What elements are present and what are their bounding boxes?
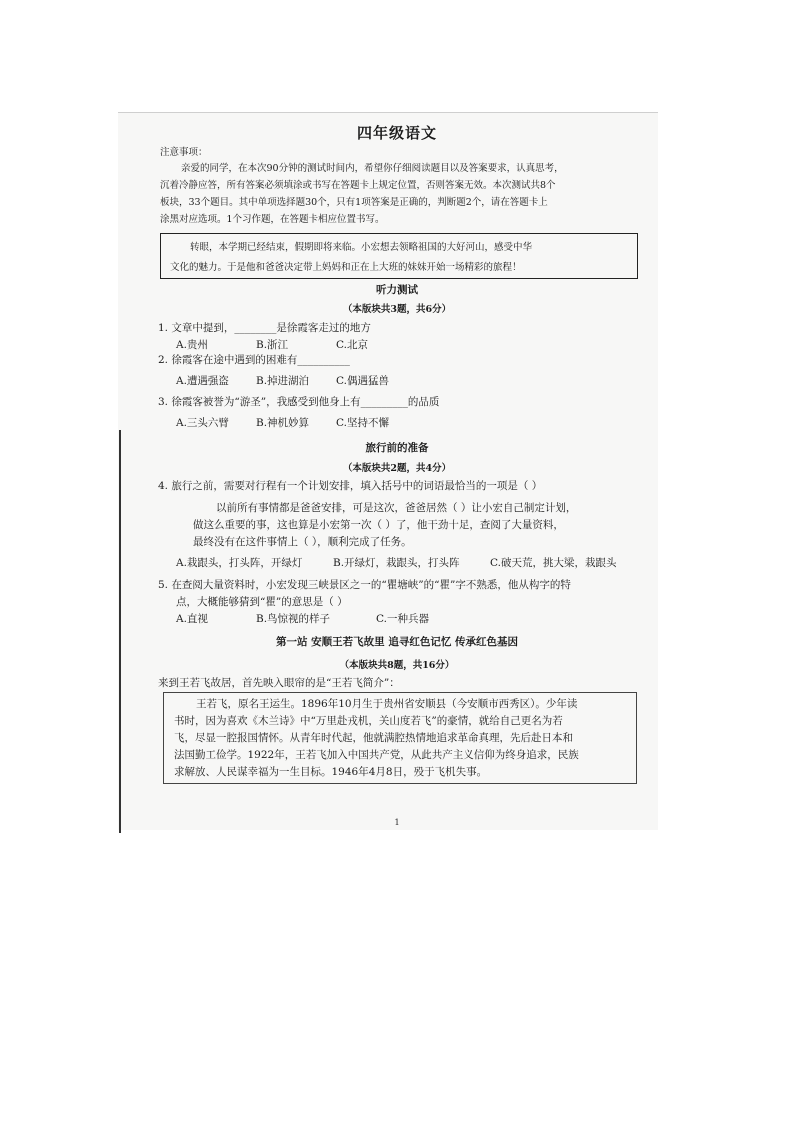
biography-line: 法国勤工俭学。1922年，王若飞加入中国共产党，从此共产主义信仰为终身追求，民族 [174, 749, 579, 761]
intro-line: 文化的魅力。于是他和爸爸决定带上妈妈和正在上大班的妹妹开始一场精彩的旅程！ [170, 262, 522, 273]
question-3-option-a: A.三头六臂 [176, 417, 229, 429]
question-5-stem-line: 5. 在查阅大量资料时，小宏发现三峡景区之一的“瞿塘峡”的“瞿”字不熟悉，他从构字的特 [158, 579, 571, 591]
question-3-option-c: C.坚持不懈 [336, 417, 389, 429]
section-score: （本版块共2题，共4分） [342, 463, 452, 474]
section-heading-preparation: 旅行前的准备 [365, 442, 429, 454]
question-5-option-a: A.直视 [176, 613, 208, 625]
page-number: 1 [394, 818, 400, 827]
notice-line: 板块，33个题目。其中单项选择题30个，只有1项答案是正确的，判断题2个，请在答题卡上 [160, 197, 548, 208]
scan-left-edge [119, 430, 121, 833]
question-4-option-c: C.破天荒，挑大梁，栽跟头 [490, 557, 617, 569]
question-2-option-b: B.掉进湖泊 [256, 375, 310, 387]
question-2-option-a: A.遭遇强盗 [176, 375, 229, 387]
section-score: （本版块共3题，共6分） [342, 304, 452, 315]
question-4-passage-line: 做这么重要的事，这也算是小宏第一次（ ）了，他干劲十足，查阅了大量资料， [193, 519, 564, 531]
question-1-option-a: A.贵州 [176, 339, 208, 351]
notice-line: 沉着冷静应答，所有答案必须填涂或书写在答题卡上规定位置，否则答案无效。本次测试共8个 [160, 180, 556, 191]
question-2-stem: 2. 徐霞客在途中遇到的困难有__________ [158, 354, 350, 366]
question-1-option-b: B.浙江 [256, 339, 289, 351]
page-title: 四年级语文 [356, 124, 437, 142]
question-2-option-c: C.偶遇猛兽 [336, 375, 389, 387]
biography-line: 王若飞，原名王运生。1896年10月生于贵州省安顺县（今安顺市西秀区）。少年读 [196, 698, 578, 710]
question-4-passage-line: 最终没有在这件事情上（ ），顺利完成了任务。 [193, 536, 412, 548]
biography-line: 求解放、人民谋幸福为一生目标。1946年4月8日，殁于飞机失事。 [174, 766, 488, 778]
question-4-passage-line: 以前所有事情都是爸爸安排，可是这次，爸爸居然（ ）让小宏自己制定计划， [216, 502, 577, 514]
question-4-stem: 4. 旅行之前，需要对行程有一个计划安排，填入括号中的词语最恰当的一项是（ ） [158, 480, 543, 492]
biography-line: 飞，尽显一腔报国情怀。从青年时代起，他就满腔热情地追求革命真理，先后赴日本和 [174, 732, 573, 744]
question-5-option-c: C.一种兵器 [376, 613, 429, 625]
question-5-option-b: B.鸟惊视的样子 [256, 613, 331, 625]
biography-line: 书时，因为喜欢《木兰诗》中“万里赴戎机，关山度若飞”的豪情，就给自己更名为若 [174, 715, 563, 727]
question-1-stem: 1. 文章中提到，________是徐霞客走过的地方 [158, 322, 371, 334]
scan-top-edge [118, 112, 658, 113]
intro-lead: 来到王若飞故居，首先映入眼帘的是“王若飞简介”： [158, 677, 400, 689]
question-4-option-a: A.栽跟头，打头阵，开绿灯 [176, 557, 303, 569]
section-heading-listening: 听力测试 [376, 284, 418, 296]
notice-label: 注意事项： [160, 147, 208, 158]
section-heading-station-one: 第一站 安顺王若飞故里 追寻红色记忆 传承红色基因 [276, 636, 518, 648]
notice-line: 涂黑对应选项。1个习作题，在答题卡相应位置书写。 [160, 214, 385, 225]
question-3-option-b: B.神机妙算 [256, 417, 310, 429]
notice-line: 亲爱的同学，在本次90分钟的测试时间内，希望你仔细阅读题目以及答案要求，认真思考， [181, 163, 564, 174]
question-5-stem-line: 点，大概能够猜到“瞿”的意思是（ ） [176, 596, 348, 608]
section-score: （本版块共8题，共16分） [339, 660, 455, 671]
question-4-option-b: B.开绿灯，栽跟头，打头阵 [333, 557, 460, 569]
question-3-stem: 3. 徐霞客被誉为“游圣”，我感受到他身上有_________的品质 [158, 396, 440, 408]
question-1-option-c: C.北京 [336, 339, 368, 351]
intro-line: 转眼，本学期已经结束，假期即将来临。小宏想去领略祖国的大好河山，感受中华 [190, 242, 533, 253]
